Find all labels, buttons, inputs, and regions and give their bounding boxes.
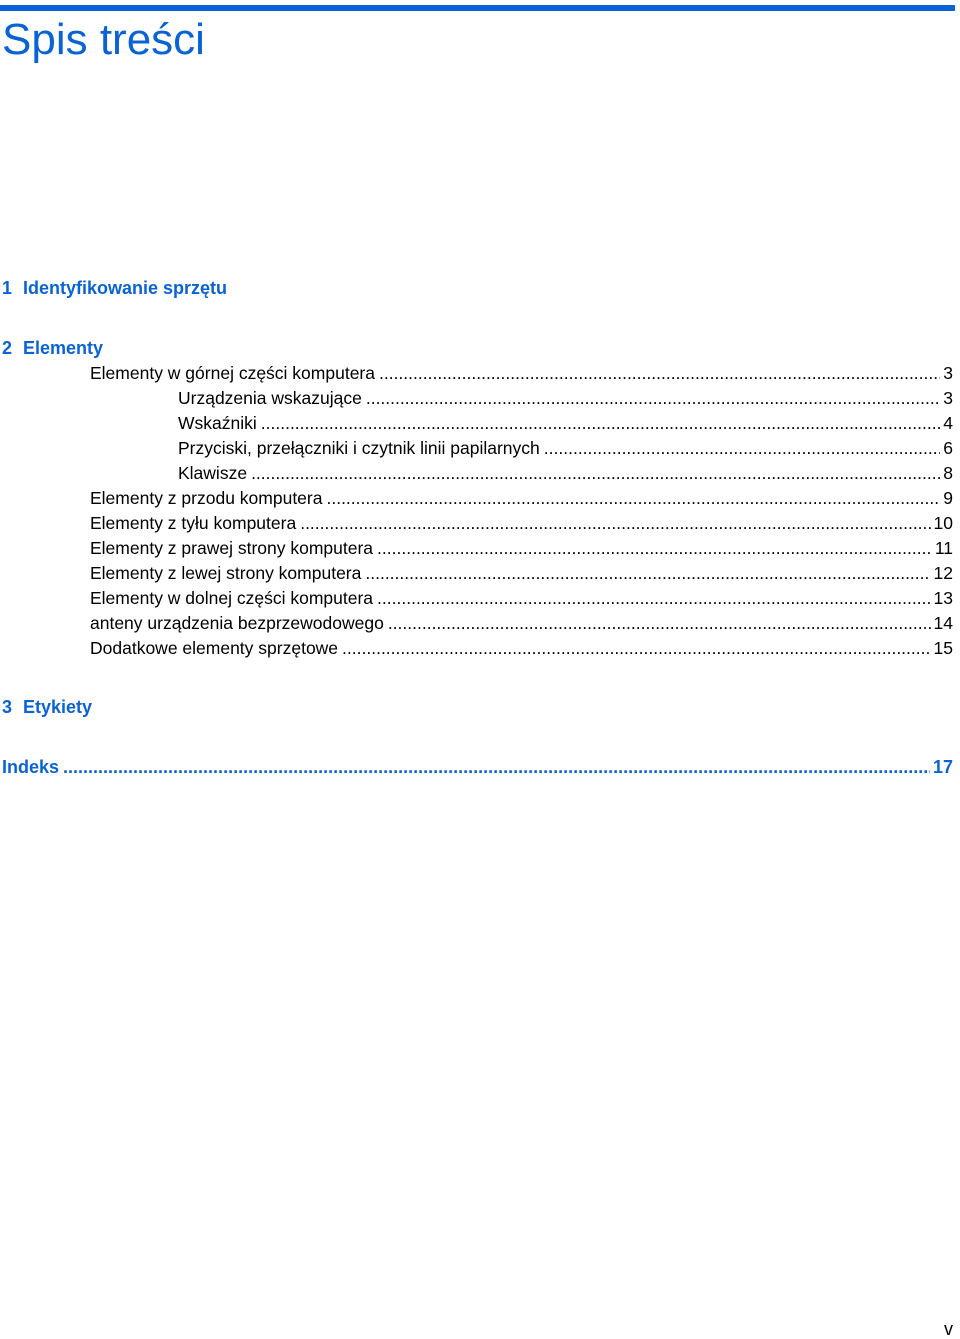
toc-entry-label: Elementy w dolnej części komputera [90, 588, 374, 608]
chapter-number: 2 [2, 338, 13, 358]
dot-leader [544, 437, 940, 459]
toc-entry-page: 15 [933, 638, 953, 658]
toc-entry-label: Wskaźniki [178, 413, 257, 433]
dot-leader [300, 512, 930, 534]
dot-leader [326, 487, 940, 509]
toc-entry[interactable] [90, 362, 953, 384]
dot-leader [342, 637, 930, 659]
toc-entry[interactable] [178, 437, 953, 459]
toc-entry-label: Elementy z prawej strony komputera [90, 538, 374, 558]
toc-entry-page: 6 [943, 438, 953, 458]
toc-entry-page: 10 [933, 513, 953, 533]
toc-entry-label: Elementy w górnej części komputera [90, 363, 375, 383]
toc-entry-label: Dodatkowe elementy sprzętowe [90, 638, 339, 658]
toc-entry-page: 11 [934, 538, 953, 558]
toc-index-entry[interactable] [2, 756, 953, 778]
toc-entry-page: 3 [943, 388, 953, 408]
toc-chapter-1[interactable] [2, 277, 227, 299]
chapter-number: 1 [2, 278, 13, 298]
dot-leader [63, 756, 930, 778]
dot-leader [388, 612, 931, 634]
dot-leader [379, 362, 940, 384]
toc-entry[interactable] [178, 412, 953, 434]
toc-entry[interactable] [90, 587, 953, 609]
toc-entry[interactable] [90, 487, 953, 509]
toc-chapter-2[interactable] [2, 337, 103, 359]
toc-entry-label: Przyciski, przełączniki i czytnik linii papilarnych [178, 438, 540, 458]
toc-entry-page: 8 [943, 463, 953, 483]
toc-entry-page: 4 [943, 413, 953, 433]
dot-leader [366, 387, 940, 409]
toc-entry[interactable] [90, 537, 953, 559]
chapter-title: Elementy [23, 338, 104, 358]
toc-entry[interactable] [90, 612, 953, 634]
dot-leader [377, 537, 932, 559]
page-folio: v [944, 1319, 953, 1339]
toc-entry[interactable] [90, 562, 953, 584]
page-title: Spis treści [2, 15, 205, 64]
toc-chapter-3[interactable] [2, 696, 92, 718]
toc-entry-label: anteny urządzenia bezprzewodowego [90, 613, 384, 633]
toc-entry-page: 9 [943, 488, 953, 508]
dot-leader [377, 587, 930, 609]
chapter-number: 3 [2, 697, 13, 717]
toc-entry-label: Elementy z przodu komputera [90, 488, 323, 508]
toc-entry[interactable] [178, 462, 953, 484]
dot-leader [261, 412, 941, 434]
toc-entry-page: 12 [933, 563, 953, 583]
toc-entry-label: Elementy z tyłu komputera [90, 513, 297, 533]
index-label: Indeks [2, 757, 60, 777]
chapter-title: Etykiety [23, 697, 93, 717]
chapter-title: Identyfikowanie sprzętu [23, 278, 228, 298]
toc-entry-page: 3 [943, 363, 953, 383]
top-rule [0, 5, 955, 11]
dot-leader [365, 562, 930, 584]
index-page: 17 [932, 757, 953, 777]
toc-entry-label: Urządzenia wskazujące [178, 388, 362, 408]
toc-entry[interactable] [90, 512, 953, 534]
toc-entry-label: Klawisze [178, 463, 248, 483]
toc-entry-page: 14 [933, 613, 953, 633]
toc-entry-page: 13 [933, 588, 953, 608]
toc-entry[interactable] [178, 387, 953, 409]
toc-entry[interactable] [90, 637, 953, 659]
dot-leader [251, 462, 940, 484]
toc-entry-label: Elementy z lewej strony komputera [90, 563, 362, 583]
